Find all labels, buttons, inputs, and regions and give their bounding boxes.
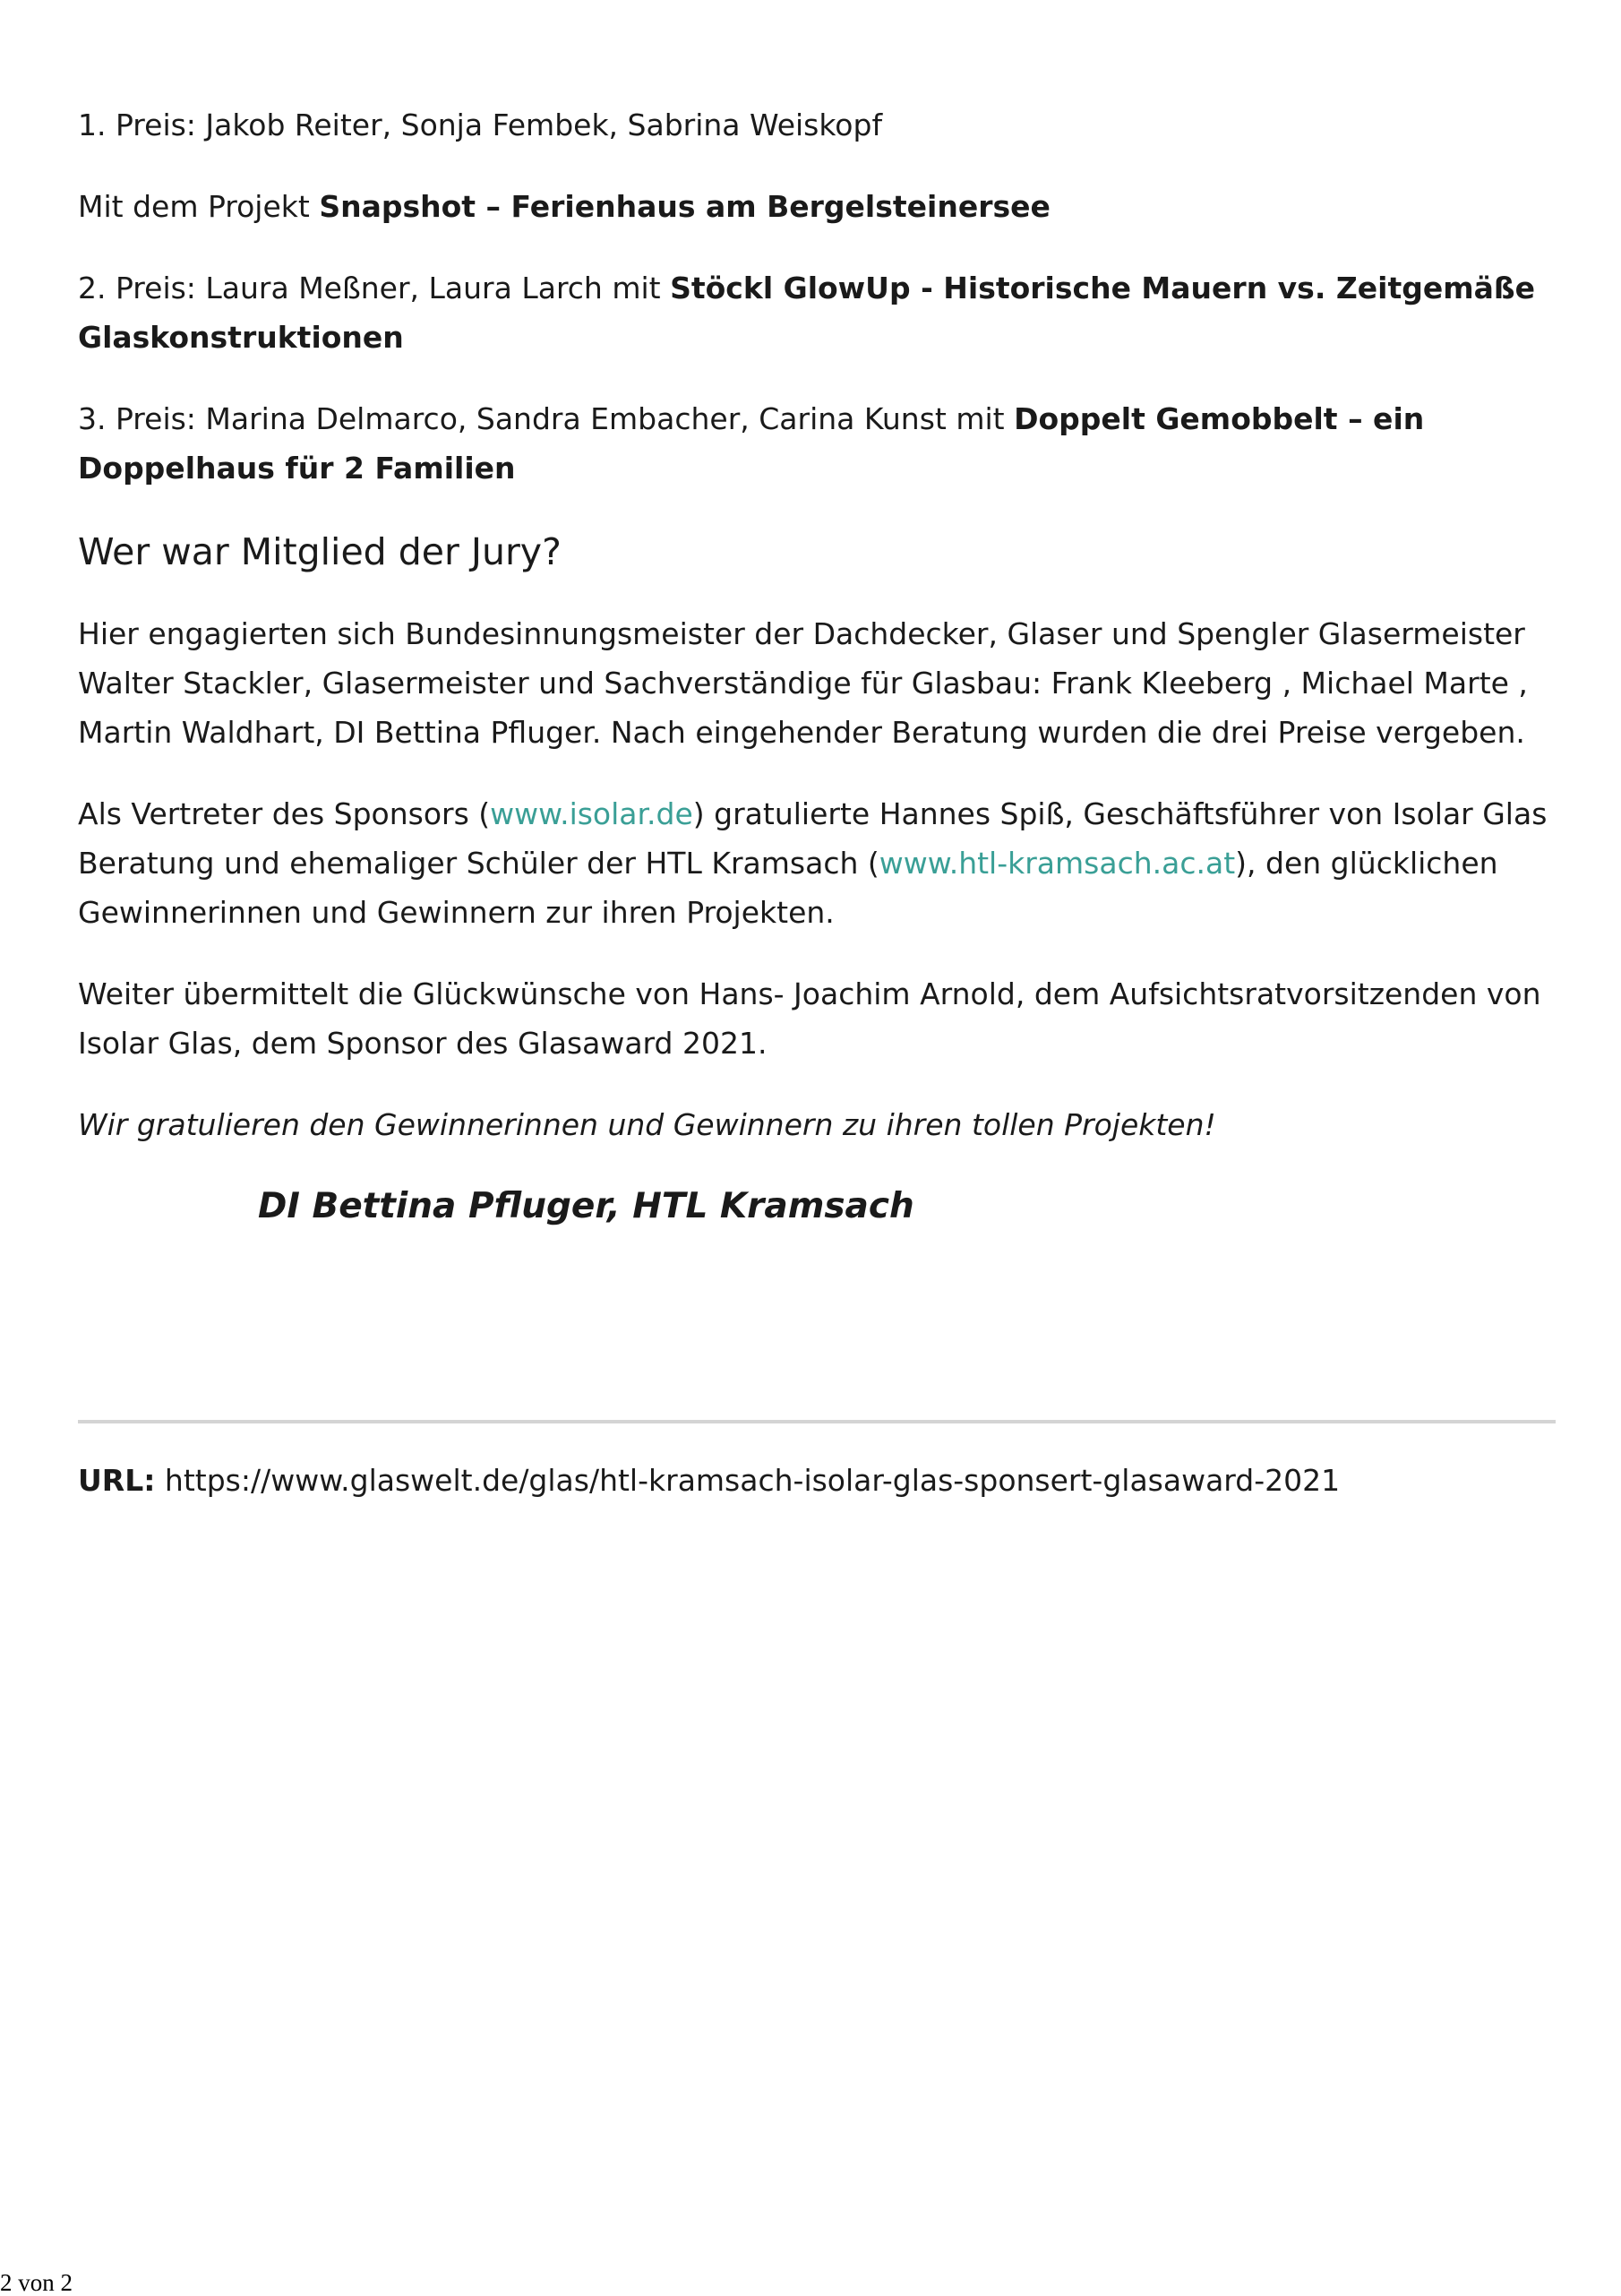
htl-kramsach-link[interactable]: www.htl-kramsach.ac.at — [879, 846, 1236, 881]
prize-2-label: 2. Preis: Laura Meßner, Laura Larch mit — [78, 271, 671, 305]
isolar-link[interactable]: www.isolar.de — [490, 796, 693, 831]
sponsor-text-2: ) gratulierte Hannes Spiß, Geschäftsführer von Isolar Glas Beratung und ehemaliger Schüler der HTL Kramsach ( — [78, 796, 1548, 881]
prize-2 — [78, 263, 1556, 362]
prize-1-label: 1. Preis: Jakob Reiter, Sonja Fembek, Sabrina Weiskopf — [78, 107, 883, 142]
prize-3-project-title: Doppelt Gemobbelt – ein Doppelhaus für 2 Familien — [78, 401, 1425, 486]
wishes-paragraph: Weiter übermittelt die Glückwünsche von Hans- Joachim Arnold, dem Aufsichtsratvorsitzenden von Isolar Glas, dem Sponsor des Glasaward 2021. — [78, 976, 1541, 1061]
jury-text: Hier engagierten sich Bundesinnungsmeister der Dachdecker, Glaser und Spengler Glasermeister Walter Stackler, Glasermeister und Sachverständige für Glasbau: Frank Kleeberg , Michael Marte , Martin Waldhart, DI Bettina Pfluger. Nach eingehender Beratung wurden die drei Preise vergeben. — [78, 616, 1528, 750]
section-divider — [78, 1420, 1556, 1423]
sponsor-paragraph — [78, 789, 1556, 937]
congrats-paragraph — [78, 1100, 1556, 1149]
prize-1-project — [78, 182, 1556, 231]
page-number: 2 von 2 — [0, 2269, 73, 2296]
prize-1-winners — [78, 100, 1556, 150]
prize-1-project-prefix: Mit dem Projekt — [78, 189, 320, 224]
source-url-line — [78, 1456, 1556, 1505]
source-url: https://www.glaswelt.de/glas/htl-kramsach-isolar-glas-sponsert-glasaward-2021 — [155, 1463, 1341, 1498]
sponsor-text-3: ), den glücklichen Gewinnerinnen und Gewinnern zur ihren Projekten. — [78, 846, 1498, 930]
congrats-text: Wir gratulieren den Gewinnerinnen und Gewinnern zu ihren tollen Projekten! — [78, 1107, 1216, 1142]
source-url-label: URL: — [78, 1463, 156, 1498]
article-body — [78, 100, 1556, 1232]
prize-2-project-title: Stöckl GlowUp - Historische Mauern vs. Zeitgemäße Glaskonstruktionen — [78, 271, 1536, 355]
author-signature: DI Bettina Pfluger, HTL Kramsach — [258, 1186, 914, 1226]
jury-heading: Wer war Mitglied der Jury? — [78, 530, 562, 573]
prize-1-project-title: Snapshot – Ferienhaus am Bergelsteinersee — [319, 189, 1051, 224]
prize-3 — [78, 394, 1556, 493]
prize-3-label: 3. Preis: Marina Delmarco, Sandra Embacher, Carina Kunst mit — [78, 401, 1015, 436]
sponsor-text-1: Als Vertreter des Sponsors ( — [78, 796, 491, 831]
